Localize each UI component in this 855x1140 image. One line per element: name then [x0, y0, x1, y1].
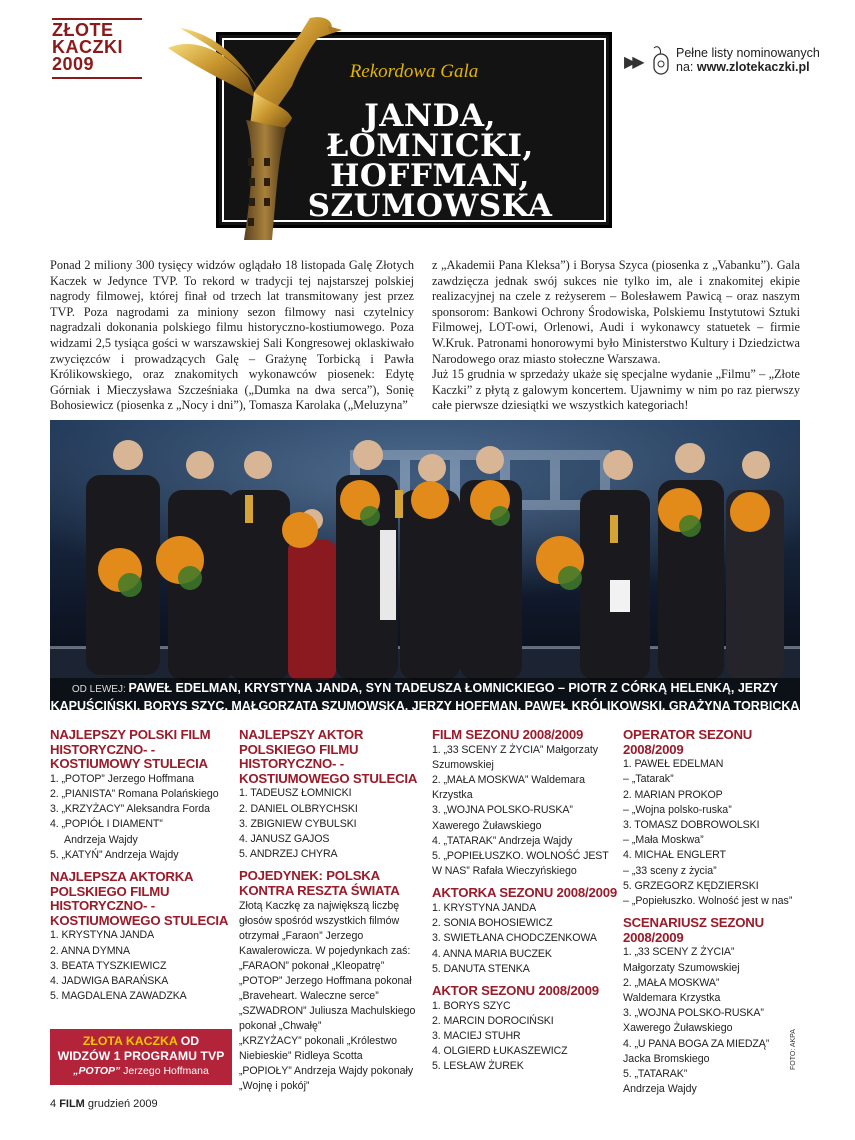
- entry-detail: – „Wojna polsko-ruska”: [623, 803, 732, 816]
- category-best-film-century: [50, 728, 236, 863]
- entry-detail: Jacka Bromskiego: [623, 1052, 710, 1065]
- mouse-icon: [648, 44, 678, 78]
- entry-detail: Andrzeja Wajdy: [623, 1083, 697, 1096]
- logo-rule-bottom: [52, 77, 142, 79]
- headline-line: ŁOMNICKI,: [326, 128, 534, 164]
- entry-detail: Waldemara Krzystka: [432, 774, 586, 802]
- favorite-line-1-rest: OD: [177, 1034, 200, 1048]
- headline-line: SZUMOWSKA: [307, 188, 553, 224]
- entry-name: 4. OLGIERD ŁUKASZEWICZ: [432, 1045, 568, 1058]
- list-item: [623, 961, 809, 976]
- category-best-actor-century: [239, 728, 425, 862]
- entry-name: 4. JANUSZ GAJOS: [239, 832, 330, 845]
- favorite-line-1: [50, 1034, 232, 1049]
- entry-name: 1. TADEUSZ ŁOMNICKI: [239, 787, 352, 800]
- entry-name: 2. „PIANISTA”: [50, 787, 116, 800]
- entry-name: 2. MARCIN DOROCIŃSKI: [432, 1014, 554, 1027]
- entry-name: 2. SONIA BOHOSIEWICZ: [432, 917, 553, 930]
- entry-name: 5. DANUTA STENKA: [432, 962, 530, 975]
- category-duel: [239, 869, 425, 1093]
- entry-detail: Andrzeja Wajdy: [496, 834, 573, 847]
- list-item: [623, 1021, 809, 1036]
- zlote-kaczki-logo: [52, 22, 142, 73]
- entry-name: 3. „WOJNA POLSKO-RUSKA”: [432, 804, 573, 817]
- list-item: [623, 1052, 809, 1067]
- double-arrow-icon: ▶▶: [624, 54, 641, 71]
- online-line-2: [676, 60, 810, 74]
- entry-name: 2. „MAŁA MOSKWA”: [432, 774, 529, 786]
- duel-item: [239, 1064, 425, 1094]
- list-item: [432, 803, 618, 833]
- entry-detail: Małgorzaty Szumowskiej: [623, 961, 740, 974]
- duel-intro: Złotą Kaczkę za największą liczbę głosów spośród wszystkich filmów otrzymał „Faraon” Jerzego Kawalerowicza. W pojedynkach zaś:: [239, 899, 411, 957]
- entry-name: 1. KRYSTYNA JANDA: [432, 902, 537, 915]
- list-item: [432, 999, 618, 1014]
- photo-credit: FOTO: AKPA: [790, 1029, 797, 1070]
- entry-detail: – „33 sceny z życia”: [623, 864, 717, 877]
- entry-name: 5. GRZEGORZ KĘDZIERSKI: [623, 879, 759, 892]
- list-item: [50, 817, 236, 832]
- entry-name: 1. „POTOP”: [50, 772, 105, 785]
- magazine-name: FILM: [59, 1098, 85, 1110]
- list-item: [432, 947, 618, 962]
- list-item: [50, 959, 236, 974]
- entry-name: 1. BORYS SZYC: [432, 999, 511, 1012]
- category-title: OPERATOR SEZONU 2008/2009: [623, 727, 753, 757]
- entry-name: 4. „U PANA BOGA ZA MIEDZĄ”: [623, 1037, 770, 1050]
- list-item: [432, 773, 618, 803]
- list-item: [623, 991, 809, 1006]
- list-item: [239, 847, 425, 862]
- intro-paragraph: Ponad 2 miliony 300 tysięcy widzów oglądało 18 listopada Galę Złotych Kaczek w Jedynce TVP. To rekord w tradycji tej najstarszej polskiej nagrody filmowej, której finał od trzech lat transmitowany jest przez TVP. Poza nagrodami za miniony sezon filmowy nasi czytelnicy nagradzali dokonania polskiego filmu historyczno-kostiumowego. Poza widzami 2,5 tysiąca gości w warszawskiej Sali Kongresowej oklaskiwało zwycięzców i prowadzących Galę – Grażynę Torbicką i Pawła Królikowskiego, oraz znakomitych wykonawców piosenek: Edytę Górniak i Mieczysława Szcześniaka („Dumka na dwa serca”), Sonię Bohosiewicz (piosenka z „Nocy i dni”), Tomasza Karolaka („Meluzyna”: [50, 258, 414, 413]
- category-actress-of-season: [432, 886, 618, 977]
- entry-name: 3. „WOJNA POLSKO-RUSKA”: [623, 1007, 764, 1020]
- category-best-actress-century: [50, 870, 236, 1004]
- category-screenplay: [623, 916, 809, 1097]
- favorite-highlight: ZŁOTA KACZKA: [82, 1034, 178, 1048]
- list-item: [623, 1037, 809, 1052]
- entry-detail: Andrzeja Wajdy: [64, 833, 138, 846]
- entry-name: 1. PAWEŁ EDELMAN: [623, 758, 724, 771]
- page-number: 4: [50, 1098, 57, 1110]
- list-item: [432, 1059, 618, 1074]
- duel-item: [239, 1034, 425, 1064]
- page-footer: [50, 1098, 158, 1110]
- awards-column-4: [623, 728, 809, 1104]
- list-item: [432, 1029, 618, 1044]
- online-prefix: na:: [676, 60, 697, 74]
- viewers-favorite-box: [50, 1029, 232, 1085]
- list-item: [623, 757, 809, 772]
- entry-detail: Waldemara Krzystka: [623, 992, 721, 1005]
- list-item: [432, 962, 618, 977]
- favorite-film: „POTOP”: [73, 1065, 121, 1077]
- caption-names: PAWEŁ EDELMAN, KRYSTYNA JANDA, SYN TADEUSZA ŁOMNICKIEGO – PIOTR Z CÓRKĄ HELENKĄ, JERZY KAPUŚCIŃSKI, BORYS SZYC, MAŁGORZATA SZUMOWSKA, JERZY HOFFMAN, PAWEŁ KRÓLIKOWSKI, GRAŻYNA TORBICKA: [50, 681, 800, 713]
- entry-name: 5. „POPIEŁUSZKO. WOLNOŚĆ JEST W NAS”: [432, 850, 609, 878]
- kicker: Rekordowa Gala: [349, 61, 479, 82]
- entry-detail: – „Tatarak”: [623, 773, 674, 786]
- entry-detail: – „Mała Moskwa”: [623, 834, 704, 847]
- list-item: [50, 989, 236, 1004]
- entry-name: 5. „KATYŃ”: [50, 848, 103, 861]
- list-item: [623, 945, 809, 960]
- entry-name: 4. „TATARAK”: [432, 834, 497, 847]
- entry-name: 1. „33 SCENY Z ŻYCIA”: [623, 946, 735, 959]
- list-item: [432, 1014, 618, 1029]
- list-item: [432, 849, 618, 879]
- list-item: [623, 879, 809, 894]
- intro-paragraph: z „Akademii Pana Kleksa”) i Borysa Szyca (piosenka z „Vabanku”). Gala zawdzięcza jednak swój sukces nie tylko im, ale i znakomitej ekipie realizacyjnej na czele z reżyserem – Bolesławem Pawicą – oraz naszym sponsorom: Bankowi Ochrony Środowiska, Polskiemu Instytutowi Sztuki Filmowej, LOT-owi, Orlenowi, Audi i wykonawcy statuetek – firmie W.Kruk. Patronami honorowymi było Ministerstwo Kultury i Dziedzictwa Narodowego oraz miasto stołeczne Warszawa.: [432, 258, 800, 366]
- entry-name: 5. ANDRZEJ CHYRA: [239, 848, 338, 861]
- entry-detail: Małgorzaty Szumowskiej: [432, 743, 599, 771]
- logo-line-1: ZŁOTE: [52, 20, 114, 40]
- entry-name: 3. TOMASZ DOBROWOLSKI: [623, 819, 760, 831]
- list-item: [50, 833, 236, 848]
- entry-name: 2. MARIAN PROKOP: [623, 788, 723, 801]
- entry-name: 4. JADWIGA BARAŃSKA: [50, 974, 169, 987]
- entry-name: 1. KRYSTYNA JANDA: [50, 929, 155, 942]
- list-item: [623, 894, 809, 909]
- list-item: [623, 1067, 809, 1082]
- favorite-winner: [50, 1063, 232, 1079]
- awards-column-3: [432, 728, 618, 1082]
- list-item: [623, 848, 809, 863]
- headline-line: HOFFMAN,: [330, 158, 530, 194]
- list-item: [432, 1044, 618, 1059]
- list-item: [239, 832, 425, 847]
- duel-detail: Andrzeja Wajdy pokonały „Wojnę i pokój”: [239, 1064, 414, 1092]
- list-item: [50, 848, 236, 863]
- list-item: [623, 833, 809, 848]
- category-title: SCENARIUSZ SEZONU 2008/2009: [623, 915, 764, 945]
- intro-paragraph: Już 15 grudnia w sprzedaży ukaże się specjalne wydanie „Filmu” – „Złote Kaczki” z płytą z galowym koncertem. Ujawnimy w nim po raz pierwszy całe pierwsze dziesiątki we wszystkich kategoriach!: [432, 367, 800, 413]
- entry-name: 2. „MAŁA MOSKWA”: [623, 976, 720, 989]
- duel-item: [239, 974, 425, 1004]
- list-item: [623, 976, 809, 991]
- entry-detail: Jerzego Hoffmana: [104, 772, 195, 785]
- duel-item: [239, 1004, 425, 1034]
- list-item: [432, 743, 618, 773]
- category-actor-of-season: [432, 984, 618, 1075]
- list-item: [50, 772, 236, 787]
- list-item: [432, 916, 618, 931]
- category-title: POJEDYNEK: POLSKA KONTRA RESZTA ŚWIATA: [239, 868, 400, 898]
- entry-name: 5. LESŁAW ŻUREK: [432, 1060, 524, 1073]
- intro-right: [432, 258, 800, 414]
- intro-left: [50, 258, 414, 414]
- entry-name: 4. MICHAŁ ENGLERT: [623, 849, 726, 862]
- awards-column-1: [50, 728, 236, 1011]
- category-film-of-season: [432, 728, 618, 879]
- duel-winner: „KRZYŻACY”: [239, 1034, 302, 1047]
- entry-name: 3. SWIETŁANA CHODCZENKOWA: [432, 932, 597, 945]
- category-title: NAJLEPSZA AKTORKA POLSKIEGO FILMU HISTORYCZNO- -KOSTIUMOWEGO STULECIA: [50, 869, 229, 928]
- duel-winner: „SZWADRON”: [239, 1004, 307, 1017]
- list-item: [623, 803, 809, 818]
- duel-detail: Jerzego Hoffmana pokonał „Braveheart. Waleczne serce”: [239, 974, 412, 1002]
- entry-detail: Andrzeja Wajdy: [102, 848, 179, 861]
- list-item: [239, 802, 425, 817]
- awards-column-2: [239, 728, 425, 1101]
- duel-detail: pokonali „Królestwo Niebieskie” Ridleya Scotta: [239, 1034, 397, 1062]
- list-item: [432, 931, 618, 946]
- entry-detail: Xawerego Żuławskiego: [623, 1022, 733, 1035]
- entry-name: 3. „KRZYŻACY”: [50, 803, 125, 816]
- favorite-line-2: WIDZÓW 1 PROGRAMU TVP: [57, 1048, 225, 1063]
- entry-name: 4. „POPIÓŁ I DIAMENT”: [50, 818, 163, 831]
- entry-name: 3. BEATA TYSZKIEWICZ: [50, 959, 167, 972]
- favorite-director: Jerzego Hoffmana: [120, 1065, 209, 1077]
- website-link[interactable]: www.zlotekaczki.pl: [696, 60, 810, 74]
- list-item: [623, 1082, 809, 1097]
- category-title: NAJLEPSZY POLSKI FILM HISTORYCZNO- -KOSTIUMOWY STULECIA: [50, 727, 211, 772]
- list-item: [239, 817, 425, 832]
- list-item: [50, 928, 236, 943]
- list-item: [50, 787, 236, 802]
- entry-detail: Xawerego Żuławskiego: [432, 819, 542, 832]
- golden-duck-statuette: [160, 8, 360, 243]
- list-item: [623, 1006, 809, 1021]
- online-note: [624, 44, 824, 80]
- list-item: [239, 786, 425, 801]
- caption-prefix: OD LEWEJ:: [71, 684, 129, 695]
- list-item: [50, 974, 236, 989]
- gala-photo: [50, 420, 800, 710]
- logo-line-3: 2009: [52, 54, 95, 74]
- list-item: [432, 901, 618, 916]
- entry-name: 5. „TATARAK”: [623, 1068, 688, 1081]
- entry-name: 3. MACIEJ STUHR: [432, 1030, 521, 1043]
- list-item: [50, 802, 236, 817]
- list-item: [623, 864, 809, 879]
- issue-date: grudzień 2009: [84, 1098, 158, 1110]
- category-title: AKTORKA SEZONU 2008/2009: [432, 885, 618, 901]
- entry-detail: Rafała Wieczyńskiego: [469, 865, 577, 878]
- duel-winner: „FARAON”: [239, 959, 289, 972]
- entry-name: 1. „33 SCENY Z ŻYCIA”: [432, 743, 544, 756]
- list-item: [432, 834, 618, 849]
- entry-name: 3. ZBIGNIEW CYBULSKI: [239, 817, 357, 830]
- headline-line: JANDA,: [364, 98, 496, 134]
- duel-detail: pokonał „Kleopatrę”: [288, 959, 385, 972]
- online-line-1: Pełne listy nominowanych: [676, 46, 820, 60]
- duel-winner: „POPIOŁY”: [239, 1064, 292, 1077]
- list-item: [623, 772, 809, 787]
- category-title: AKTOR SEZONU 2008/2009: [432, 983, 599, 999]
- list-item: [623, 818, 809, 833]
- logo-line-2: KACZKI: [52, 37, 123, 57]
- photo-caption: [50, 678, 800, 713]
- entry-detail: Romana Polańskiego: [115, 787, 219, 800]
- category-title: FILM SEZONU 2008/2009: [432, 727, 584, 742]
- entry-name: 4. ANNA MARIA BUCZEK: [432, 947, 552, 960]
- entry-detail: Aleksandra Forda: [124, 803, 211, 816]
- category-cinematographer: [623, 728, 809, 909]
- list-item: [50, 944, 236, 959]
- list-item: [623, 788, 809, 803]
- duel-detail: Juliusza Machulskiego pokonał „Chwałę”: [239, 1004, 416, 1032]
- duel-winner: „POTOP”: [239, 974, 283, 987]
- entry-name: 5. MAGDALENA ZAWADZKA: [50, 990, 187, 1003]
- entry-name: 2. ANNA DYMNA: [50, 944, 130, 957]
- duel-item: [239, 959, 425, 974]
- entry-detail: – „Popiełuszko. Wolność jest w nas”: [623, 895, 793, 908]
- entry-name: 2. DANIEL OLBRYCHSKI: [239, 802, 358, 815]
- category-title: NAJLEPSZY AKTOR POLSKIEGO FILMU HISTORYCZNO- -KOSTIUMOWEGO STULECIA: [239, 727, 418, 786]
